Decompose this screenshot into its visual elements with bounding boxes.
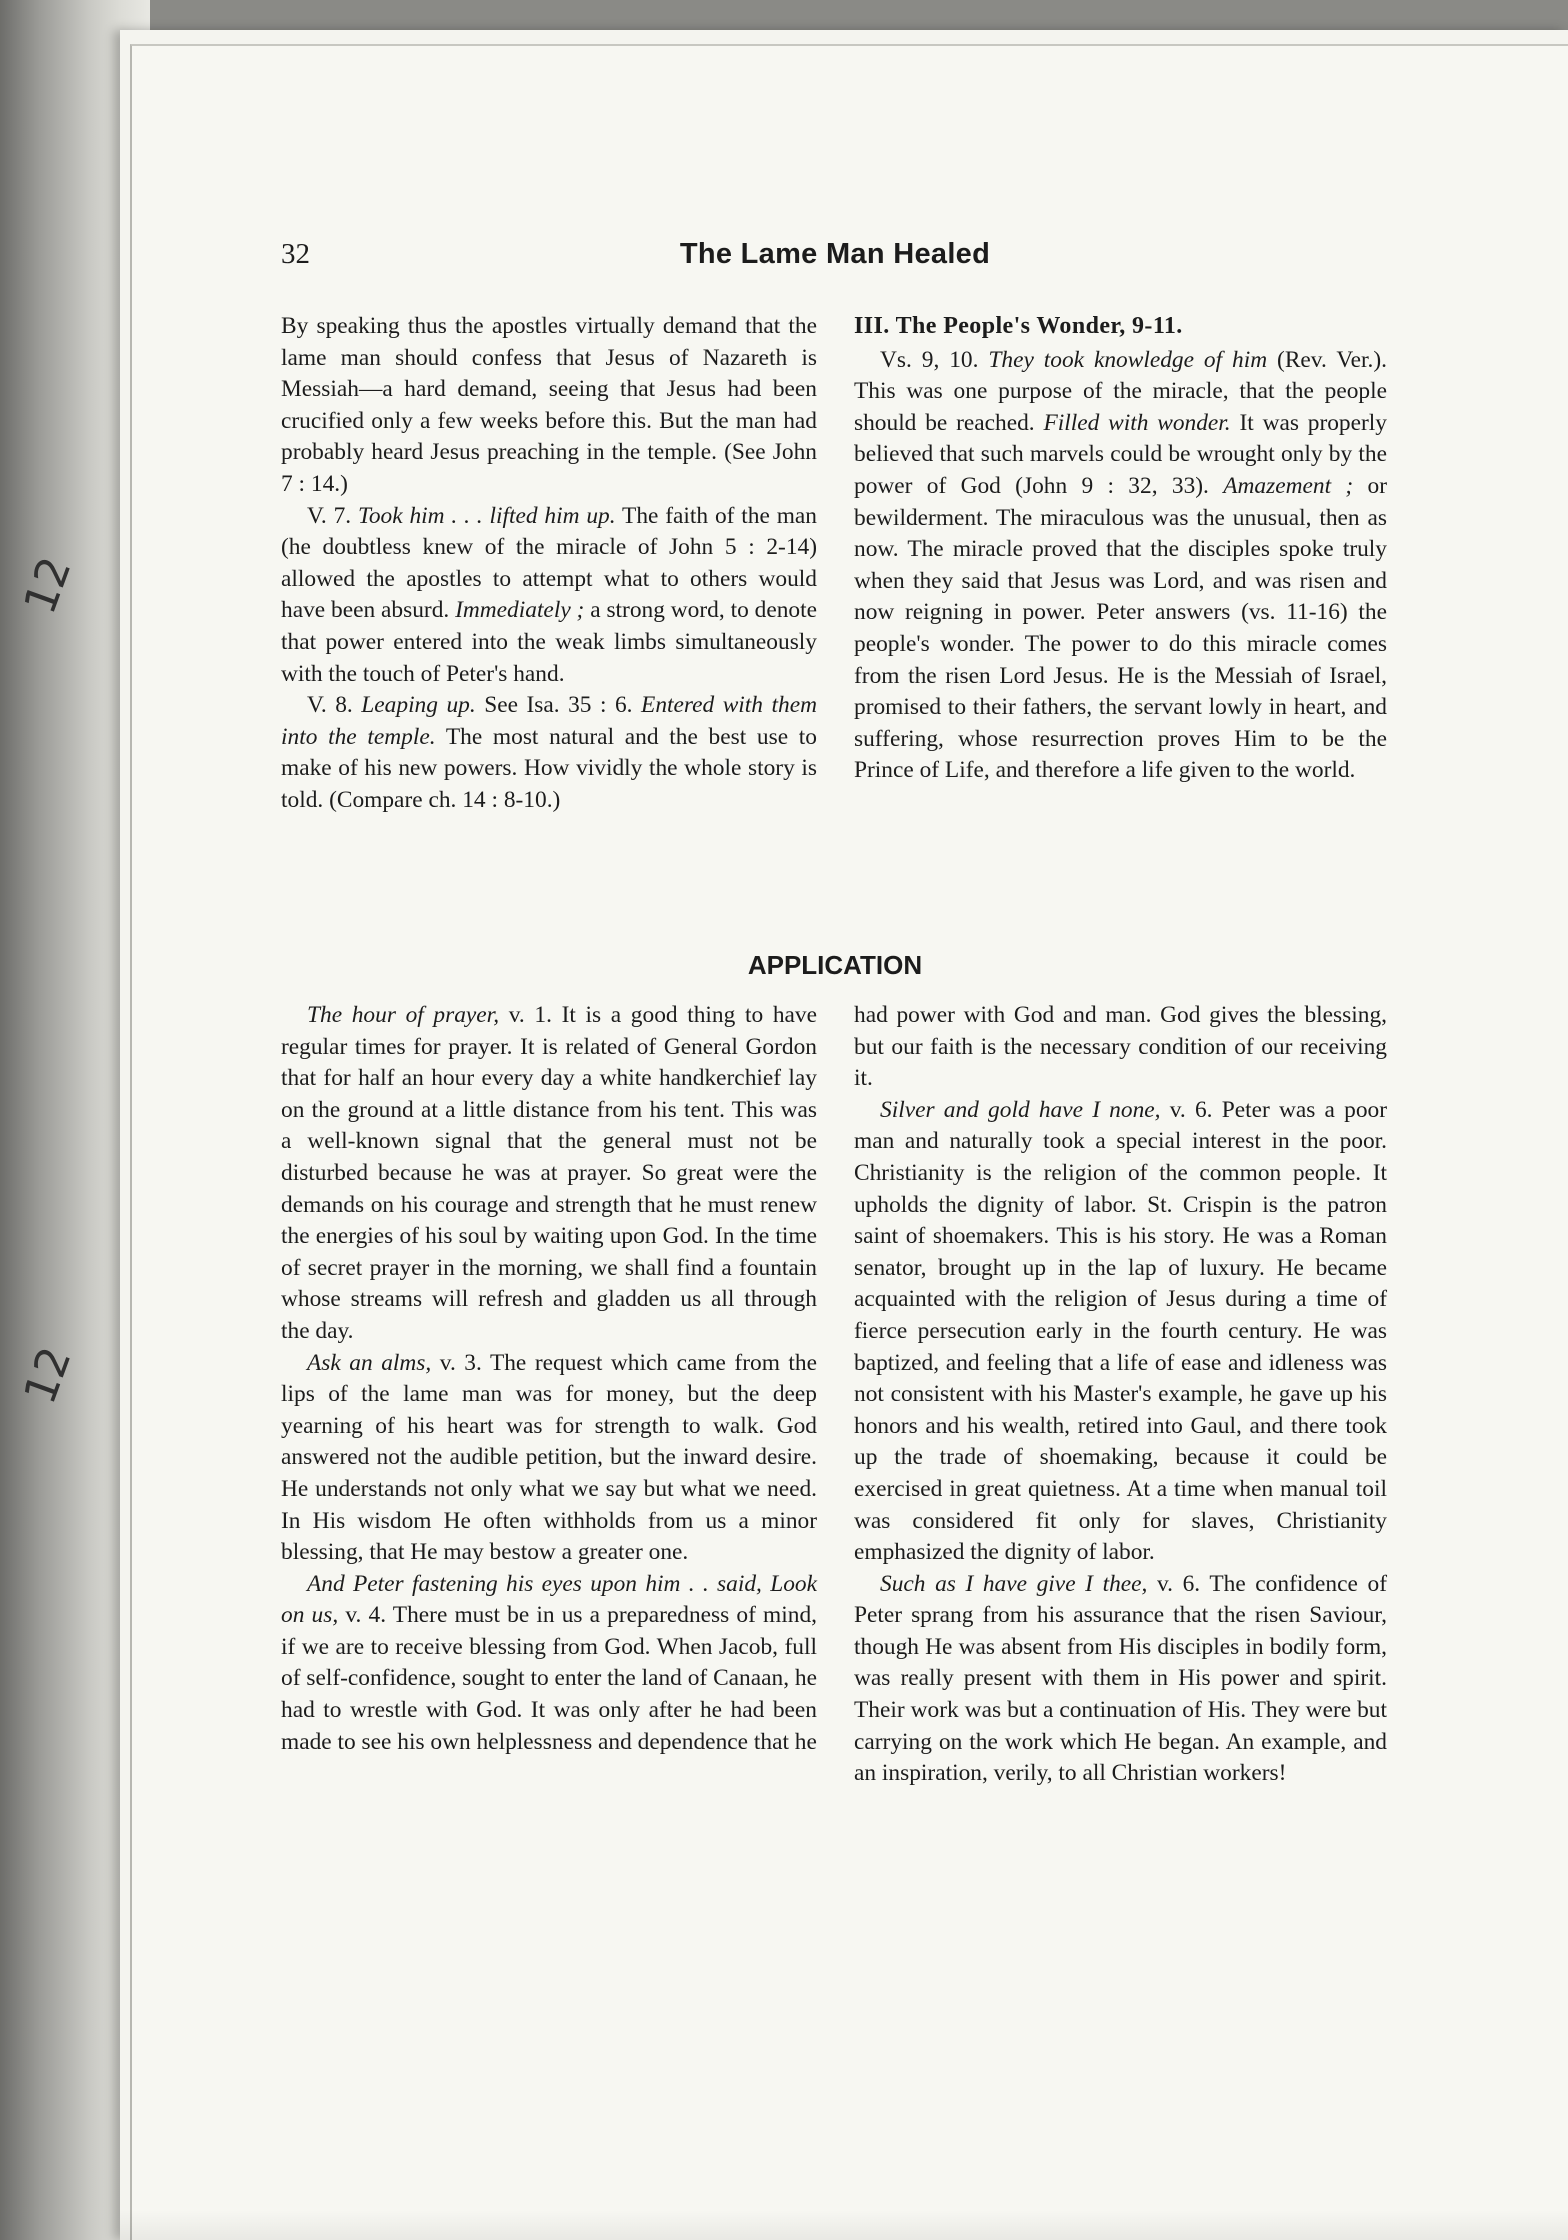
quoted-text: Took him . . . lifted him up. [357, 502, 616, 529]
application-heading: APPLICATION [747, 950, 923, 980]
quoted-text: Filled with wonder. [1043, 409, 1231, 436]
paragraph: By speaking thus the apostles virtually demand that the lame man should confess that Jesus of Nazareth is Messiah—a hard demand, seeing that Jesus had been crucified only a few weeks before this. But the man had probably heard Jesus preaching in the temple. (See John 7 : 14.) [281, 313, 817, 497]
quoted-text: Ask an alms, [307, 1349, 432, 1376]
quoted-text: The hour of prayer, [307, 1002, 500, 1028]
quoted-text: Leaping up. [361, 692, 476, 719]
paragraph: Silver and gold have I none, v. 6. Peter was a poor man and naturally took a special interest in the poor. Christianity is the religion of the common people. It upholds the dignity of labor. St. Crispin is the patron saint of shoemakers. This is his story. He was a Roman senator, brought up in the lap of luxury. He became acquainted with the religion of Jesus during a time of fierce persecution early in the fourth century. He was baptized, and feeling that a life of ease and idleness was not consistent with his Master's example, he gave up his honors and his wealth, retired into Gaul, and there took up the trade of shoemaking, because it could be exercised in great quietness. At a time when manual toil was considered fit only for slaves, Christianity emphasized the dignity of labor. [854, 1096, 1387, 1566]
margin-annotation: 12 [14, 1340, 82, 1411]
verse-ref: V. 7. [307, 502, 352, 529]
quoted-text: And Peter fastening his eyes upon him . . said, Look on us, [281, 1570, 817, 1629]
paragraph: Vs. 9, 10. They took knowledge of him (Rev. Ver.). This was one purpose of the miracle, that the people should be reached. Filled with wonder. It was properly believed that such marvels could be wrought only by the power of God (John 9 : 32, 33). Amazement ; or bewilderment. The miraculous was the unusual, then as now. The miracle proved that the disciples spoke truly when they said that Jesus was Lord, and was risen and now reigning in power. Peter answers (vs. 11-16) the people's wonder. The power to do this miracle comes from the risen Lord Jesus. He is the Messiah of Israel, promised to their fathers, the servant lowly in heart, and suffering, whose resurrection proves Him to be the Prince of Life, and therefore a life given to the world. [854, 346, 1387, 784]
quoted-text: Silver and gold have I none, [880, 1096, 1161, 1123]
paragraph: V. 8. Leaping up. See Isa. 35 : 6. Entered with them into the temple. The most natural and the best use to make of his new powers. How vividly the whole story is told. (Compare ch. 14 : 8-10.) [281, 692, 817, 813]
application-right-column [854, 1000, 1387, 1790]
verse-ref: Vs. 9, 10. [880, 346, 979, 373]
quoted-text: Immediately ; [455, 597, 585, 624]
paragraph: V. 7. Took him . . . lifted him up. The faith of the man (he doubtless knew of the miracle of John 5 : 2-14) allowed the apostles to attempt what to others would have been absurd. Immediately ; a strong word, to denote that power entered into the weak limbs simultaneously with the touch of Peter's hand. [281, 502, 817, 687]
section-heading: III. The People's Wonder, 9-11. [854, 313, 1183, 339]
commentary-right-column [854, 311, 1387, 787]
page-header [281, 238, 1389, 282]
paragraph: Ask an alms, v. 3. The request which came from the lips of the lame man was for money, but the deep yearning of his heart was for strength to walk. God answered not the audible petition, but the inward desire. He understands not only what we say but what we need. In His wisdom He often withholds from us a minor blessing, that He may bestow a greater one. [281, 1349, 817, 1566]
application-left-column [281, 1000, 817, 1758]
paragraph: Such as I have give I thee, v. 6. The confidence of Peter sprang from his assurance that the risen Saviour, though He was absent from His disciples in bodily form, was really present with them in His power and spirit. Their work was but a continuation of His. They were but carrying on the work which He began. An example, and an inspiration, verily, to all Christian workers! [854, 1570, 1387, 1787]
quoted-text: Amazement ; [1223, 472, 1354, 499]
running-title: The Lame Man Healed [679, 238, 991, 270]
commentary-left-column [281, 311, 817, 817]
verse-ref: V. 8. [307, 692, 353, 719]
paragraph: The hour of prayer, v. 1. It is a good thing to have regular times for prayer. It is related of General Gordon that for half an hour every day a white handkerchief lay on the ground at a little distance from his tent. This was a well-known signal that the general must not be disturbed because he was at prayer. So great were the demands on his courage and strength that he must renew the energies of his soul by waiting upon God. In the time of secret prayer in the morning, we shall find a fountain whose streams will refresh and gladden us all through the day. [281, 1002, 817, 1344]
quoted-text: They took knowledge of him [988, 346, 1268, 373]
paragraph: And Peter fastening his eyes upon him . . said, Look on us, v. 4. There must be in us a preparedness of mind, if we are to receive blessing from God. When Jacob, full of self-confidence, sought to enter the land of Canaan, he had to wrestle with God. It was only after he had been made to see his own helplessness and dependence that he [281, 1570, 817, 1755]
page-shadow [120, 2210, 1568, 2240]
quoted-text: Entered with them into the temple. [281, 692, 817, 750]
margin-annotation: 12 [14, 550, 82, 621]
quoted-text: Such as I have give I thee, [880, 1570, 1148, 1597]
paragraph: had power with God and man. God gives the blessing, but our faith is the necessary condition of our receiving it. [854, 1002, 1387, 1092]
page-number: 32 [281, 238, 310, 270]
